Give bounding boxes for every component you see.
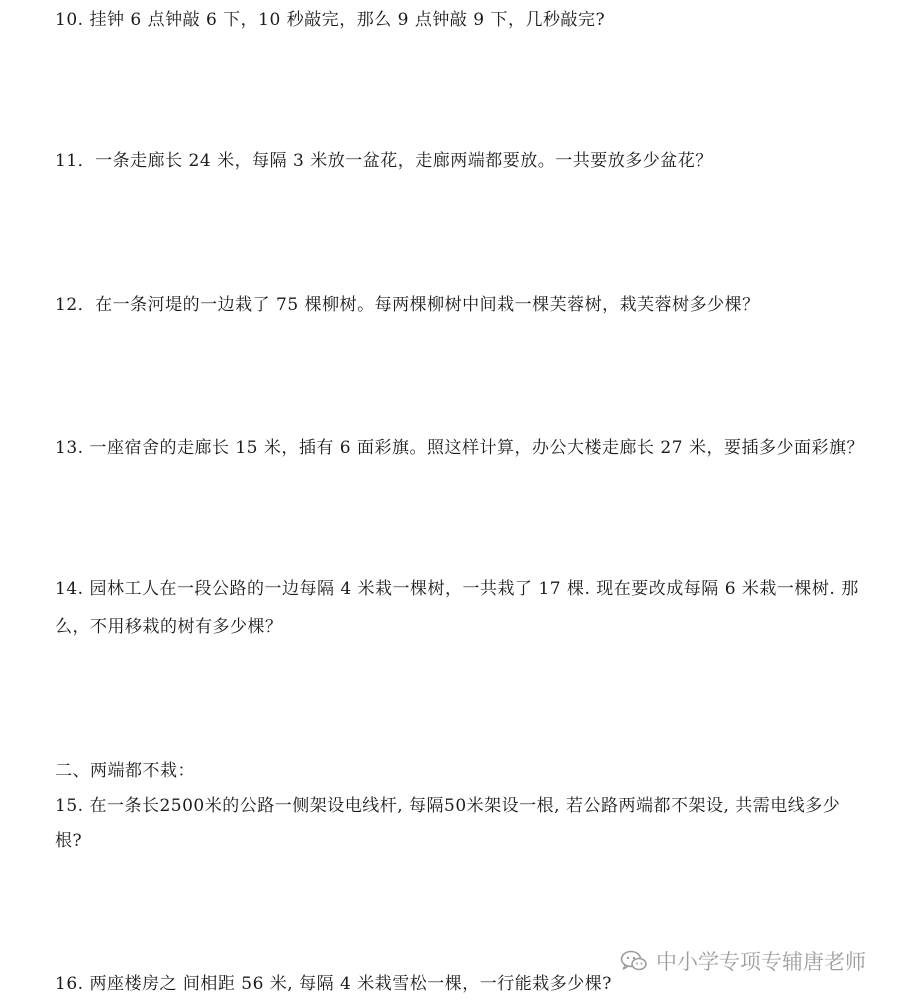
watermark — [620, 946, 866, 976]
question-14-line-2: 么，不用移栽的树有多少棵？ — [55, 617, 283, 637]
question-13: 13. 一座宿舍的走廊长 15 米，插有 6 面彩旗。照这样计算，办公大楼走廊长 27 米，要插多少面彩旗？ — [55, 438, 864, 458]
question-12: 12．在一条河堤的一边栽了 75 棵柳树。每两棵柳树中间栽一棵芙蓉树，栽芙蓉树多少棵？ — [55, 295, 760, 315]
wechat-icon — [620, 949, 648, 973]
question-15-line-1: 15. 在一条长2500米的公路一侧架设电线杆, 每隔50米架设一根, 若公路两端都不架设, 共需电线多少 — [55, 796, 841, 816]
question-15-line-2: 根? — [55, 831, 83, 851]
question-14-line-1: 14. 园林工人在一段公路的一边每隔 4 米栽一棵树，一共栽了 17 棵. 现在要改成每隔 6 米栽一棵树. 那 — [55, 579, 859, 599]
question-11: 11．一条走廊长 24 米，每隔 3 米放一盆花，走廊两端都要放。一共要放多少盆花？ — [55, 151, 713, 171]
watermark-text: 中小学专项专辅唐老师 — [656, 950, 866, 974]
question-16: 16. 两座楼房之 间相距 56 米, 每隔 4 米栽雪松一棵，一行能栽多少棵? — [55, 974, 612, 994]
question-10: 10. 挂钟 6 点钟敲 6 下，10 秒敲完，那么 9 点钟敲 9 下，几秒敲完? — [55, 10, 606, 30]
section-heading-both-ends-not-planted: 二、两端都不栽： — [55, 761, 195, 781]
